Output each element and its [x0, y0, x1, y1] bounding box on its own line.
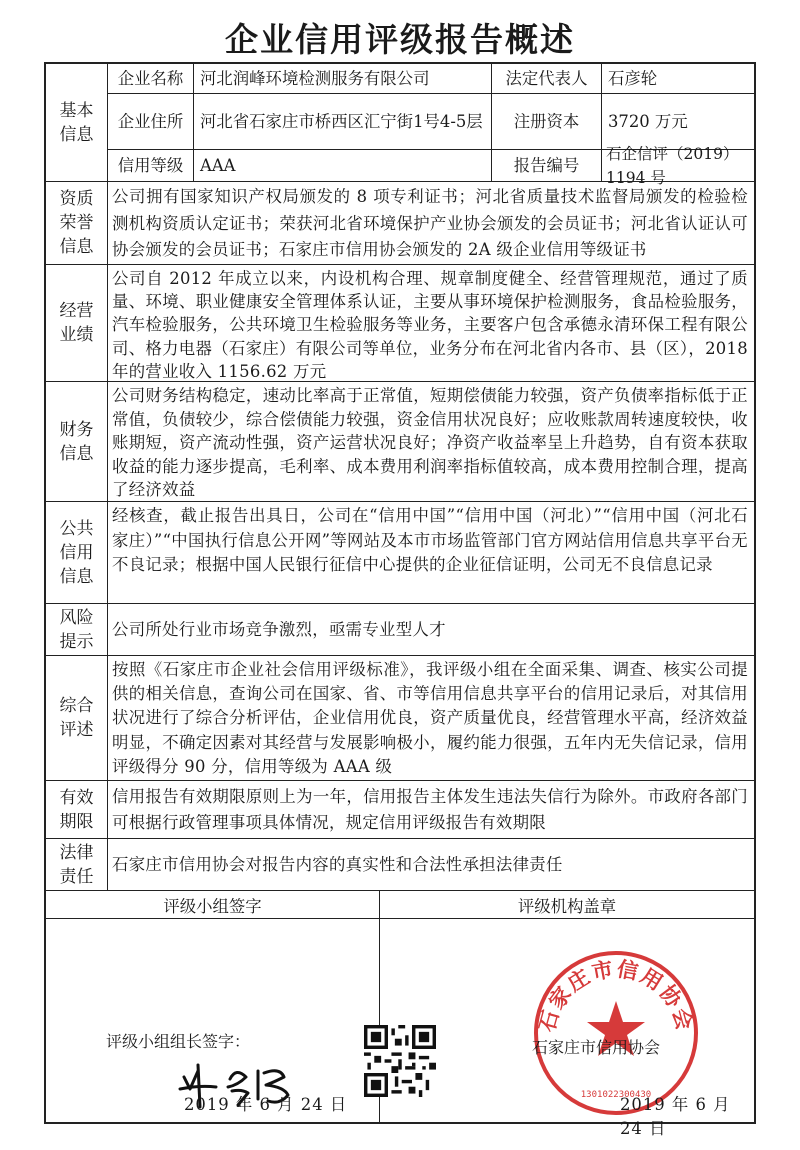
basic-info-grid — [108, 64, 754, 187]
left-sign-date: 2019 年 6 月 24 日 — [184, 1095, 348, 1114]
legal-text-value: 石家庄市信用协会对报告内容的真实性和合法性承担法律责任 — [112, 855, 563, 875]
performance-text: 公司自 2012 年成立以来，内设机构合理、规章制度健全、经营管理规范，通过了质量、环境、职业健康安全管理体系认证，主要从事环境保护检测服务，食品检验服务，汽车检验服务，公共环境卫生检验服务等业务，主要客户包含承德永清环保工程有限公司、格力电器（石家庄）有限公司等单位，业务分布在河北省内各市、县（区），2018 年的营业收入 1156.62 万元 — [112, 269, 748, 381]
section-label: 综合评述 — [46, 656, 108, 780]
section-label: 公共信用信息 — [46, 502, 108, 603]
section-label: 有效期限 — [46, 781, 108, 838]
seal-arc-text: 石家庄市信用协会 — [533, 955, 699, 1035]
basic-info-row — [46, 64, 754, 187]
financial-row — [46, 382, 754, 502]
review-text: 按照《石家庄市企业社会信用评级标准》，我评级小组在全面采集、调查、核实公司提供的相关信息，查询公司在国家、省、市等信用信息共享平台的信用记录后，对其信用状况进行了综合分析评估，企业信用优良，资产质量优良，经营管理水平高，经济效益明显，不确定因素对其经营与发展影响极小，履约能力很强，五年内无失信记录，信用评级得分 90 分，信用等级为 AAA 级 — [112, 660, 748, 776]
section-label: 资质荣誉信息 — [46, 182, 108, 264]
section-label: 经营业绩 — [46, 265, 108, 381]
capital-label: 注册资本 — [492, 94, 602, 150]
risk-row — [46, 604, 754, 656]
section-label: 财务信息 — [46, 382, 108, 501]
left-sign-header: 评级小组签字 — [46, 891, 379, 919]
public-credit-text: 经核查，截止报告出具日，公司在“信用中国”“信用中国（河北）”“信用中国（河北石家庄）”“中国执行信息公开网”等网站及本市市场监管部门官方网站信用信息共享平台无不良记录；根据中国人民银行征信中心提供的企业征信证明，公司无不良信息记录 — [112, 506, 748, 574]
leader-sign-label: 评级小组组长签字： — [106, 1032, 251, 1051]
performance-row — [46, 265, 754, 382]
report-no-value: 石企信评（2019）1194 号 — [606, 144, 739, 187]
section-label: 风险提示 — [46, 604, 108, 655]
credit-level-value: AAA — [194, 150, 492, 181]
public-credit-row — [46, 502, 754, 604]
qr-code — [364, 1025, 436, 1097]
legal-rep-value: 石彦轮 — [602, 64, 754, 94]
left-sign-column — [46, 891, 380, 1122]
credit-level-label: 信用等级 — [108, 150, 194, 181]
right-seal-date: 2019 年 6 月 24 日 — [620, 1095, 731, 1138]
right-seal-header: 评级机构盖章 — [380, 891, 754, 919]
legal-rep-label: 法定代表人 — [492, 64, 602, 94]
section-label: 基本信息 — [46, 64, 108, 181]
address-label: 企业住所 — [108, 94, 194, 150]
signature-area — [46, 891, 754, 1138]
legal-text — [108, 839, 754, 890]
review-row — [46, 656, 754, 781]
qualification-row — [46, 182, 754, 265]
right-seal-column — [380, 891, 754, 1138]
validity-row — [46, 781, 754, 839]
section-label: 法律责任 — [46, 839, 108, 890]
company-name-value: 河北润峰环境检测服务有限公司 — [194, 64, 492, 94]
legal-row — [46, 839, 754, 891]
report-table — [44, 62, 756, 1138]
company-name-label: 企业名称 — [108, 64, 194, 94]
qualification-text: 公司拥有国家知识产权局颁发的 8 项专利证书；河北省质量技术监督局颁发的检验检测机构资质认定证书；荣获河北省环境保护产业协会颁发的会员证书；河北省认证认可协会颁发的会员证书；石家庄市信用协会颁发的 2A 级企业信用等级证书 — [112, 187, 748, 259]
financial-text: 公司财务结构稳定，速动比率高于正常值，短期偿债能力较强，资产负债率指标低于正常值，负债较少，综合偿债能力较强，资金信用状况良好；应收账款周转速度较快，收账期短，资产流动性强，资产运营状况良好；净资产收益率呈上升趋势，自有资本获取收益的能力逐步提高，毛利率、成本费用利润率指标值较高，成本费用控制合理，提高了经济效益 — [112, 386, 748, 499]
seal-number: 1301022300430 — [580, 1090, 652, 1100]
page-title: 企业信用评级报告概述 — [225, 20, 575, 59]
validity-text: 信用报告有效期限原则上为一年，信用报告主体发生违法失信行为除外。市政府各部门可根据行政管理事项具体情况，规定信用评级报告有效期限 — [112, 787, 748, 832]
capital-value: 3720 万元 — [602, 94, 754, 150]
address-value: 河北省石家庄市桥西区汇宁街1号4-5层 — [194, 94, 492, 150]
report-no-label: 报告编号 — [492, 150, 602, 181]
risk-text — [108, 604, 754, 655]
risk-text-value: 公司所处行业市场竞争激烈，亟需专业型人才 — [112, 620, 446, 640]
stamp-org-name: 石家庄市信用协会 — [532, 1038, 661, 1057]
